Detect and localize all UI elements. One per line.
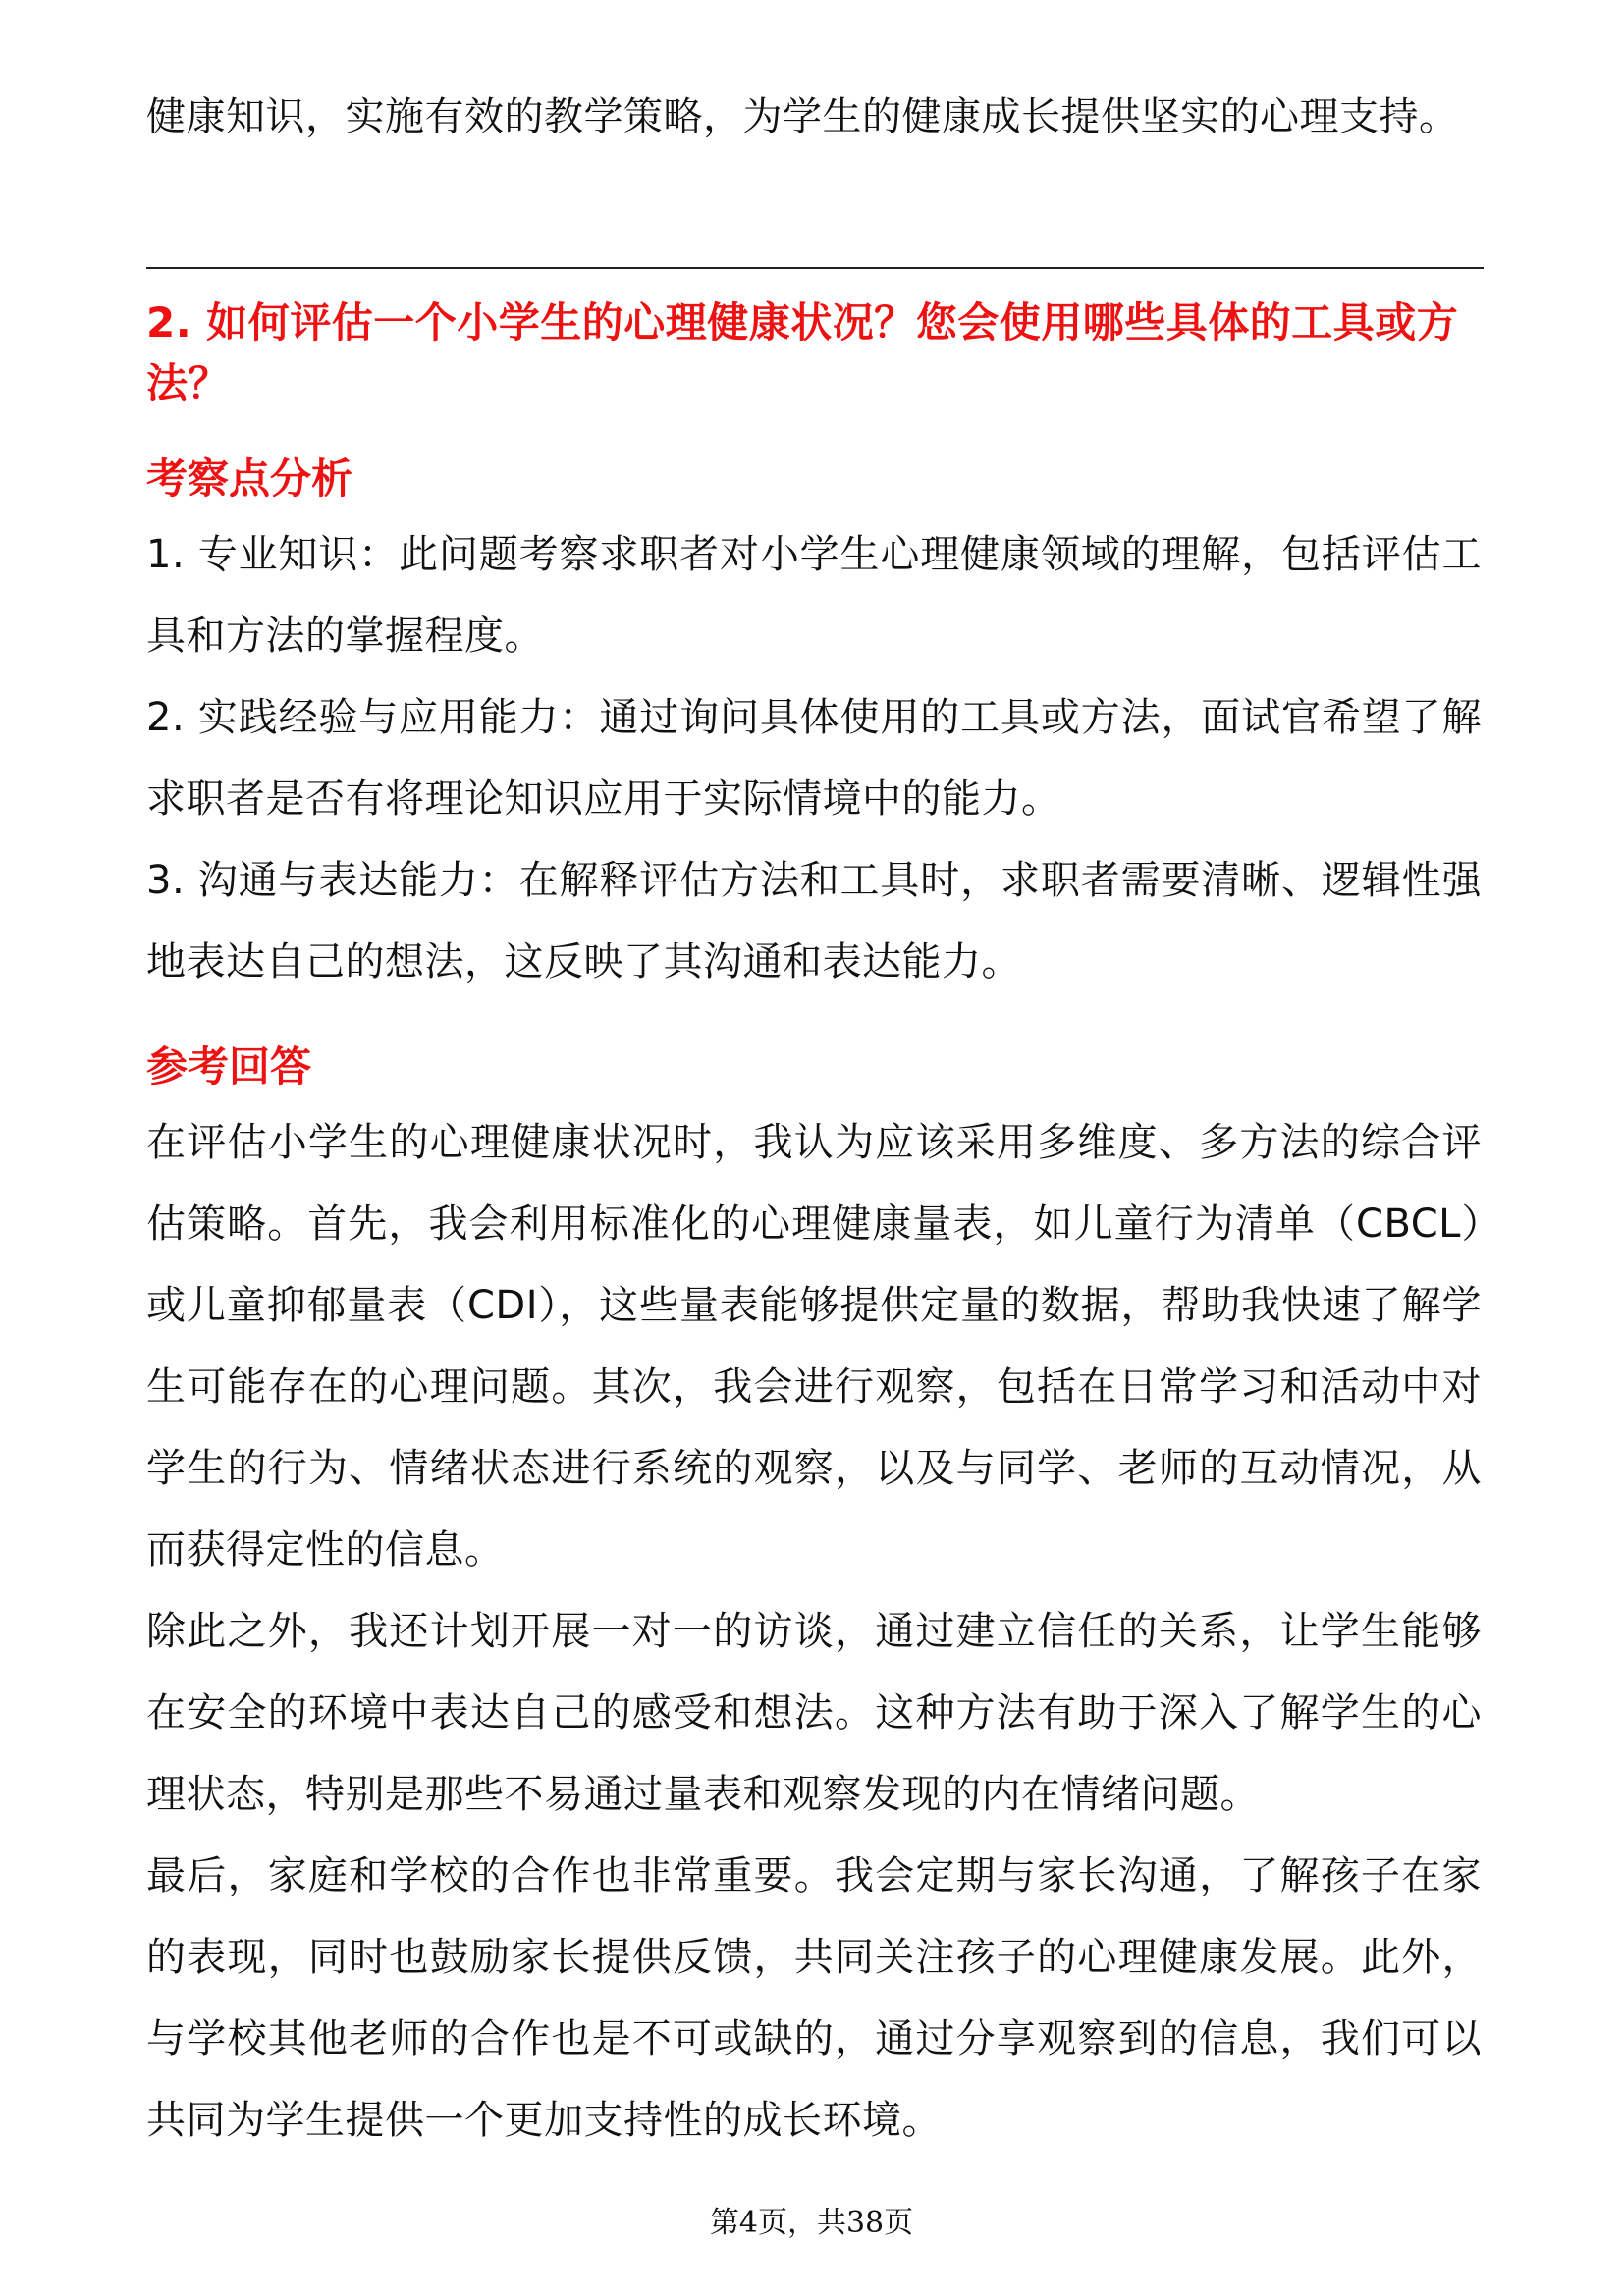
analysis-item: 2. 实践经验与应用能力：通过询问具体使用的工具或方法，面试官希望了解求职者是否有将理论知识应用于实际情境中的能力。: [146, 695, 1482, 822]
section-divider: [146, 267, 1484, 269]
answer-paragraph: 最后，家庭和学校的合作也非常重要。我会定期与家长沟通，了解孩子在家的表现，同时也鼓励家长提供反馈，共同关注孩子的心理健康发展。此外，与学校其他老师的合作也是不可或缺的，通过分享观察到的信息，我们可以共同为学生提供一个更加支持性的成长环境。: [146, 1853, 1482, 2143]
question-title: 2. 如何评估一个小学生的心理健康状况？您会使用哪些具体的工具或方法？: [146, 298, 1459, 407]
analysis-item: 3. 沟通与表达能力：在解释评估方法和工具时，求职者需要清晰、逻辑性强地表达自己的想法，这反映了其沟通和表达能力。: [146, 858, 1482, 985]
analysis-item: 1. 专业知识：此问题考察求职者对小学生心理健康领域的理解，包括评估工具和方法的掌握程度。: [146, 532, 1482, 659]
answer-paragraph: 在评估小学生的心理健康状况时，我认为应该采用多维度、多方法的综合评估策略。首先，我会利用标准化的心理健康量表，如儿童行为清单（CBCL）或儿童抑郁量表（CDI），这些量表能够提供定量的数据，帮助我快速了解学生可能存在的心理问题。其次，我会进行观察，包括在日常学习和活动中对学生的行为、情绪状态进行系统的观察，以及与同学、老师的互动情况，从而获得定性的信息。: [146, 1120, 1482, 1573]
analysis-heading: 考察点分析: [146, 454, 353, 503]
answer-paragraph: 除此之外，我还计划开展一对一的访谈，通过建立信任的关系，让学生能够在安全的环境中表达自己的感受和想法。这种方法有助于深入了解学生的心理状态，特别是那些不易通过量表和观察发现的内在情绪问题。: [146, 1609, 1482, 1817]
previous-answer-continuation: 健康知识，实施有效的教学策略，为学生的健康成长提供坚实的心理支持。: [146, 94, 1459, 139]
answer-body: [146, 1102, 1482, 2162]
analysis-list: [146, 514, 1482, 1003]
page-number-footer: 第4页，共38页: [709, 2206, 914, 2240]
answer-heading: 参考回答: [146, 1042, 312, 1091]
